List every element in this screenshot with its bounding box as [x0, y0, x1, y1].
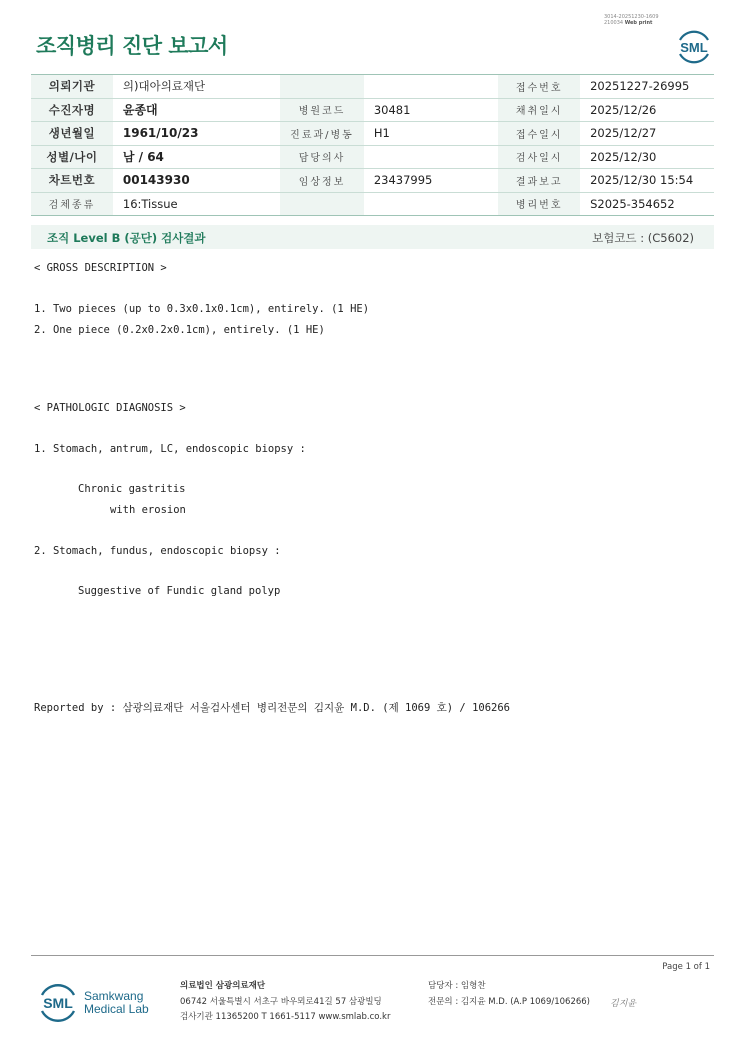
info-label: 병리번호 — [498, 192, 580, 216]
info-row — [31, 98, 714, 122]
page-title: 조직병리 진단 보고서 — [36, 34, 228, 58]
brand-name — [84, 990, 149, 1016]
footer-org-name: 의료법인 삼광의료재단 — [180, 981, 266, 991]
footer-specialist: 전문의 : 김지윤 M.D. (A.P 1069/106266) — [428, 996, 590, 1007]
diagnosis-item-1-finding: Chronic gastritis — [78, 483, 186, 495]
info-row — [31, 145, 714, 169]
diagnosis-item-2: 2. Stomach, fundus, endoscopic biopsy : — [34, 545, 281, 557]
info-label: 담당의사 — [280, 145, 364, 169]
patient-info-table — [31, 74, 714, 216]
info-label: 생년월일 — [31, 122, 113, 146]
footer-divider — [31, 955, 714, 956]
web-print-stamp — [604, 14, 659, 26]
sml-logo-text: SML — [680, 40, 708, 55]
info-value: 의)대아의료재단 — [113, 75, 280, 99]
gross-heading: < GROSS DESCRIPTION > — [34, 262, 167, 274]
info-value: 윤종대 — [113, 98, 280, 122]
info-value: 2025/12/27 — [580, 122, 714, 146]
insurance-code: 보험코드 : (C5602) — [592, 231, 694, 245]
sml-logo — [674, 26, 714, 66]
info-value: H1 — [364, 122, 498, 146]
info-label: 검체종류 — [31, 192, 113, 216]
info-value: 30481 — [364, 98, 498, 122]
diagnosis-heading: < PATHOLOGIC DIAGNOSIS > — [34, 402, 186, 414]
gross-item-1: 1. Two pieces (up to 0.3x0.1x0.1cm), entirely. (1 HE) — [34, 303, 370, 315]
footer-address: 06742 서울특별시 서초구 바우뫼로41길 57 삼광빌딩 — [180, 996, 382, 1007]
info-value: 1961/10/23 — [113, 122, 280, 146]
info-label: 채취일시 — [498, 98, 580, 122]
web-print-line2 — [604, 20, 659, 26]
info-value — [364, 145, 498, 169]
brand-line-2: Medical Lab — [84, 1002, 149, 1016]
info-label: 차트번호 — [31, 169, 113, 193]
page-number: Page 1 of 1 — [662, 962, 710, 972]
footer-sml-logo — [36, 980, 80, 1024]
footer-contact: 검사기관 11365200 T 1661-5117 www.smlab.co.kr — [180, 1012, 391, 1022]
footer-org-block — [180, 979, 390, 1026]
info-label: 검사일시 — [498, 145, 580, 169]
info-value — [364, 75, 498, 99]
web-print-id: 3014-20251230-1609 — [604, 14, 659, 20]
diagnosis-item-2-finding: Suggestive of Fundic gland polyp — [78, 585, 281, 597]
info-label: 접수번호 — [498, 75, 580, 99]
info-label: 진료과/병동 — [280, 122, 364, 146]
diagnosis-item-1-detail: with erosion — [110, 504, 186, 516]
info-value: 남 / 64 — [113, 145, 280, 169]
gross-item-2: 2. One piece (0.2x0.2x0.1cm), entirely. (1 HE) — [34, 324, 325, 336]
info-value: 2025/12/26 — [580, 98, 714, 122]
info-label: 병원코드 — [280, 98, 364, 122]
info-row — [31, 122, 714, 146]
info-value: S2025-354652 — [580, 192, 714, 216]
test-result-bar — [31, 225, 714, 249]
brand-line-1: Samkwang — [84, 989, 144, 1003]
diagnosis-item-1: 1. Stomach, antrum, LC, endoscopic biopsy : — [34, 443, 306, 455]
footer-manager: 담당자 : 임형찬 — [428, 981, 486, 991]
info-value: 20251227-26995 — [580, 75, 714, 99]
info-label: 의뢰기관 — [31, 75, 113, 99]
reported-by: Reported by : 삼광의료재단 서울검사센터 병리전문의 김지윤 M.D. (제 1069 호) / 106266 — [34, 702, 511, 714]
info-value — [364, 192, 498, 216]
info-row — [31, 169, 714, 193]
signature: 김지윤 — [610, 999, 637, 1009]
info-value: 2025/12/30 15:54 — [580, 169, 714, 193]
info-label: 결과보고 — [498, 169, 580, 193]
info-label — [280, 75, 364, 99]
info-value: 00143930 — [113, 169, 280, 193]
info-label: 성별/나이 — [31, 145, 113, 169]
info-label: 수진자명 — [31, 98, 113, 122]
info-label: 접수일시 — [498, 122, 580, 146]
info-row — [31, 192, 714, 216]
web-print-label: Web print — [624, 20, 653, 26]
info-value: 16:Tissue — [113, 192, 280, 216]
footer-staff-block — [428, 979, 590, 1010]
info-row — [31, 75, 714, 99]
info-value: 23437995 — [364, 169, 498, 193]
web-print-code: 210034 — [604, 20, 624, 26]
info-value: 2025/12/30 — [580, 145, 714, 169]
info-label: 임상정보 — [280, 169, 364, 193]
test-title: 조직 Level B (공단) 검사결과 — [47, 231, 206, 245]
footer-sml-logo-text: SML — [43, 995, 73, 1011]
info-label — [280, 192, 364, 216]
